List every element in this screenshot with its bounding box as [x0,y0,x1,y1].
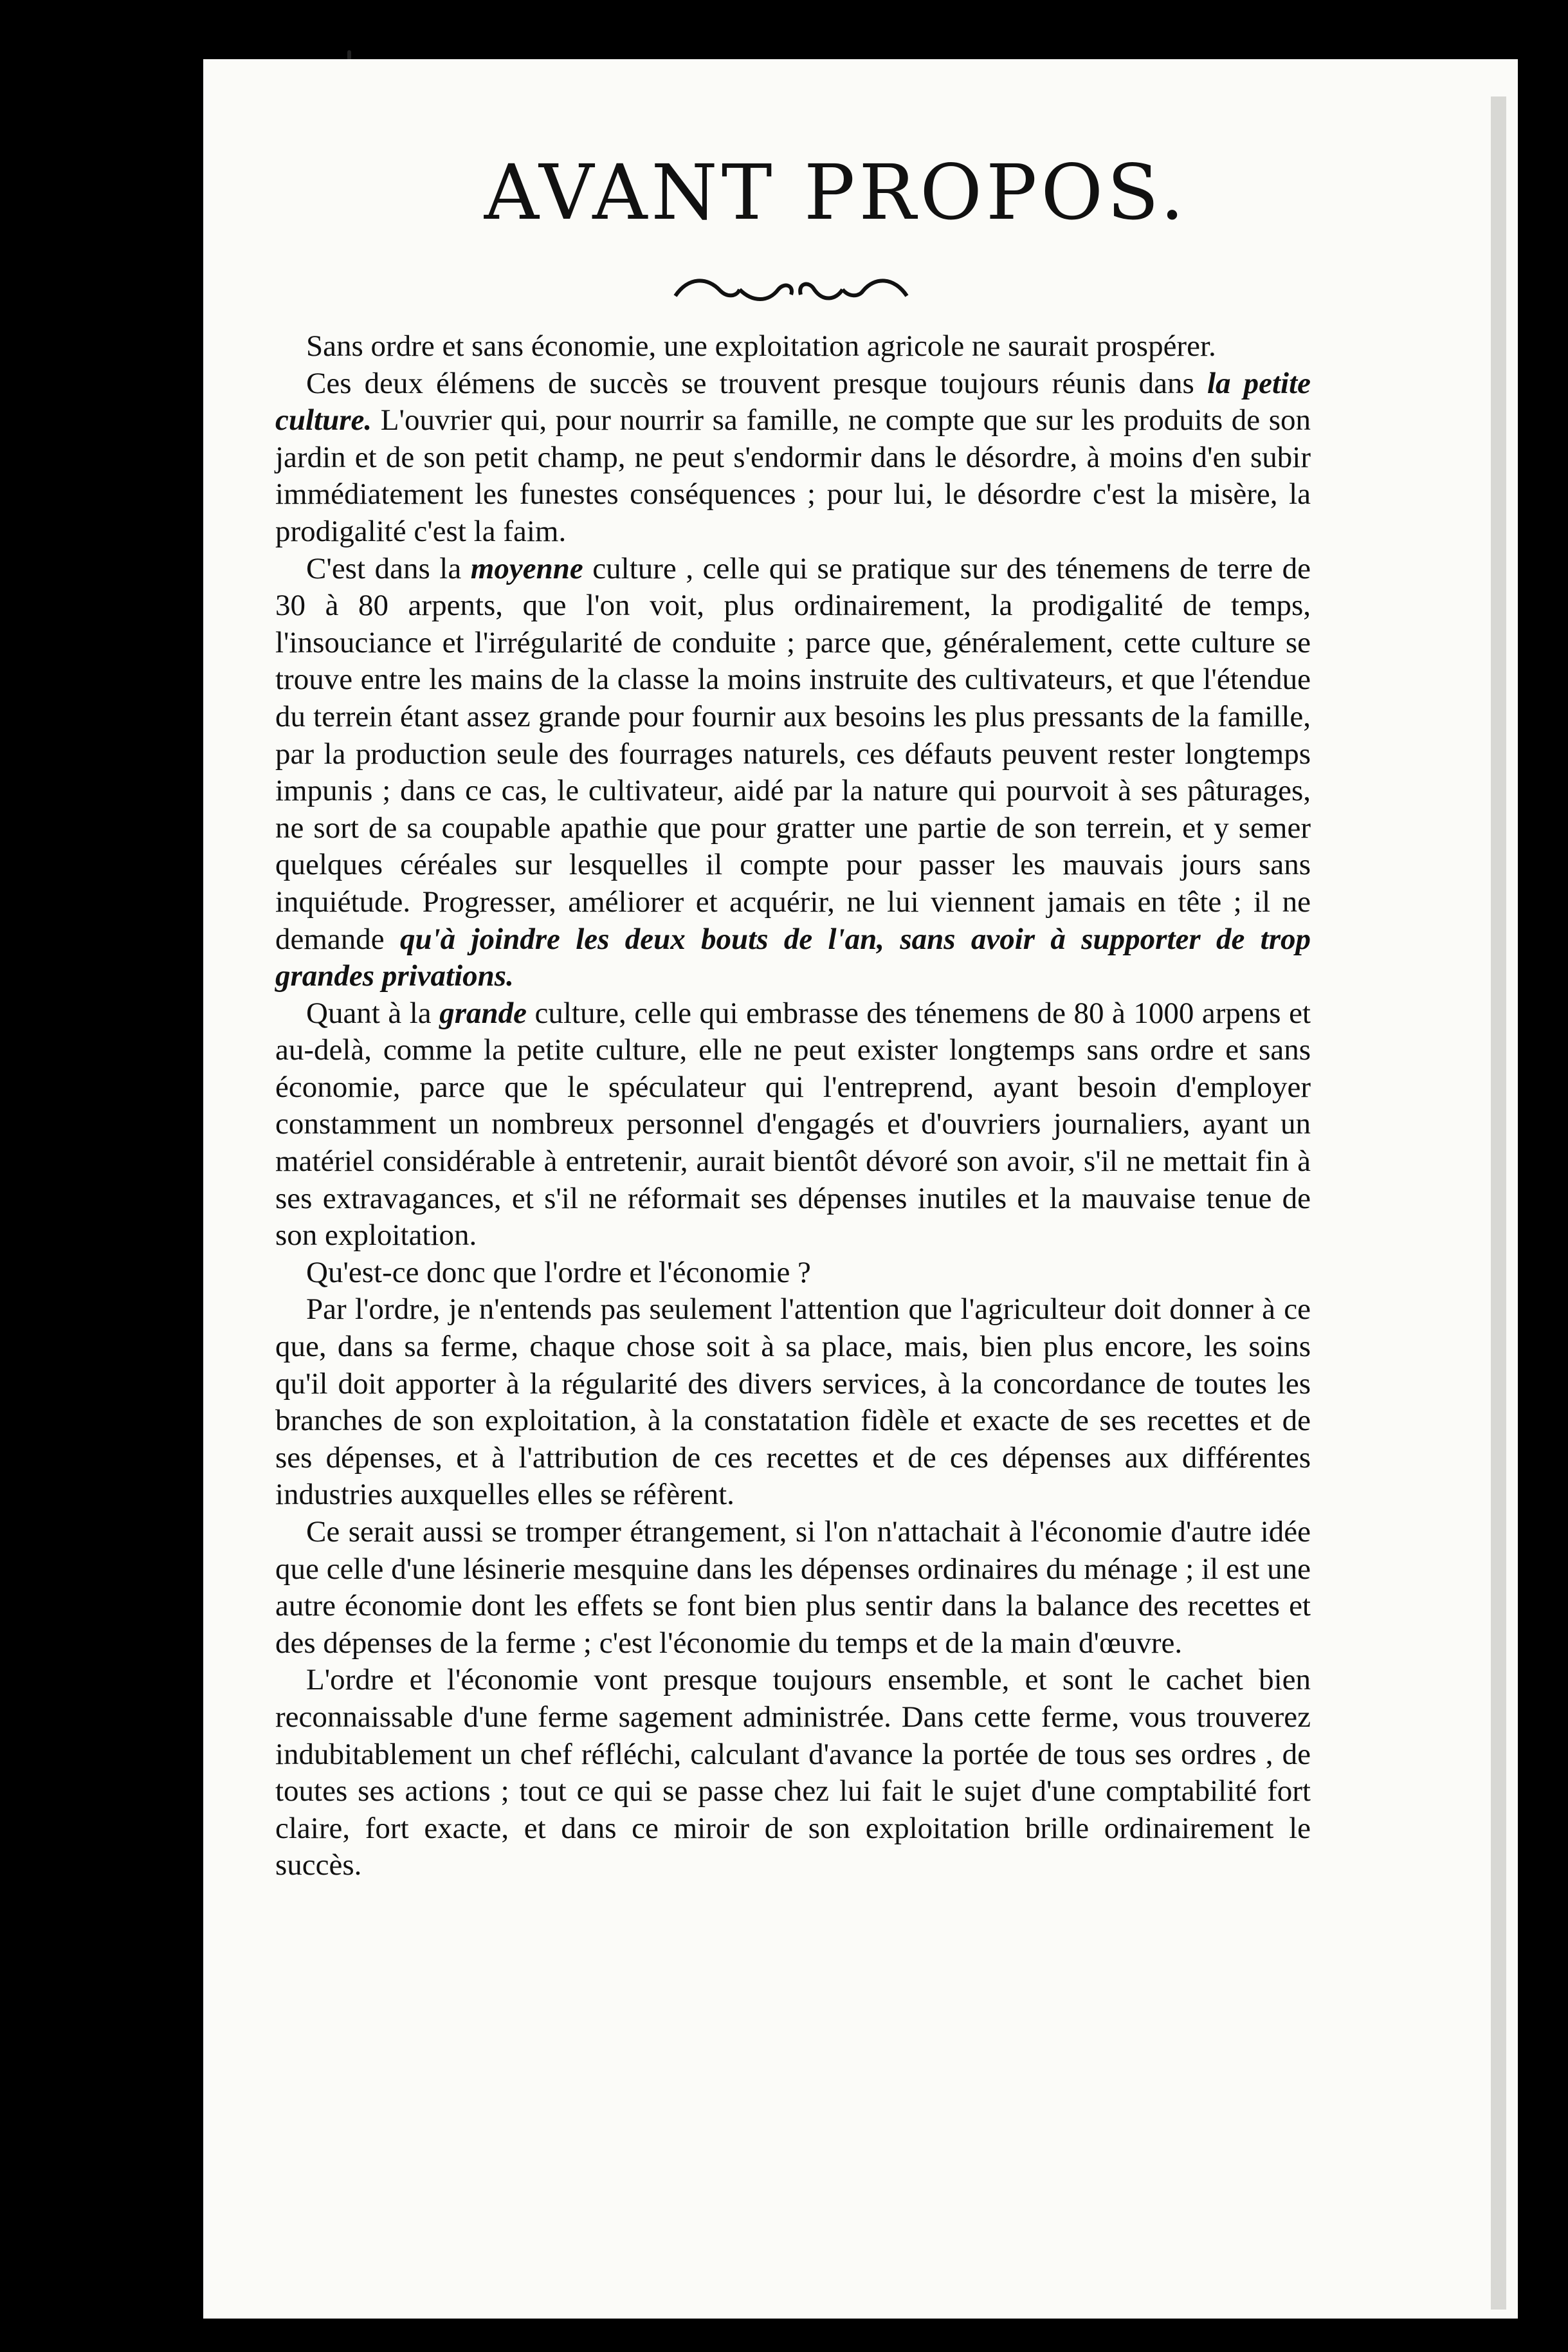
italic-text: la petite culture. [275,366,1311,437]
paragraph [275,1662,1311,1884]
paragraph-text: Par l'ordre, je n'entends pas seulement l'attention que l'agriculteur doit donner à ce que, dans sa ferme, chaque chose soit à sa place, mais, bien plus encore, les soins qu'il doit apporter à la régularité des divers services, à la concordance de toutes les branches de son exploitation, à la constatation fidèle et exacte de ses recettes et de ses dépenses, et à l'attribution de ces recettes et de ces dépenses aux différentes industries auxquelles elles se réfèrent. [275,1292,1311,1512]
italic-text: qu'à joindre les deux bouts de l'an, sans avoir à supporter de trop grandes privations. [275,922,1311,993]
paragraph [275,995,1311,1254]
page-title: AVANT PROPOS. [484,148,1189,237]
paragraph-text: Quant à la [306,996,440,1030]
paragraph-text: L'ouvrier qui, pour nourrir sa famille, ne compte que sur les produits de son jardin et de son petit champ, ne peut s'endormir dans le désordre, à moins d'en subir immédiatement les funestes conséquences ; pour lui, le désordre c'est la misère, la prodigalité c'est la faim. [275,403,1311,548]
body-text [275,328,1311,1884]
paragraph-text: C'est dans la [306,551,471,585]
italic-text: grande [439,996,527,1030]
paragraph [275,1254,1311,1292]
paragraph-text: Qu'est-ce donc que l'ordre et l'économie ? [306,1255,811,1289]
scroll-ornament-icon [662,264,920,315]
paragraph [275,328,1311,365]
paragraph-text: culture, celle qui embrasse des ténemens de 80 à 1000 arpens et au-delà, comme la petite culture, elle ne peut exister longtemps sans ordre et sans économie, parce que le spéculateur qui l'entreprend, ayant besoin d'employer constamment un nombreux personnel d'engagés et d'ouvriers journaliers, ayant un matériel considérable à entretenir, aurait bientôt dévoré son avoir, s'il ne mettait fin à ses extravagances, et s'il ne réformait ses dépenses inutiles et la mauvaise tenue de son exploitation. [275,996,1311,1253]
paragraph [275,1291,1311,1514]
paragraph [275,551,1311,995]
paragraph-text: L'ordre et l'économie vont presque toujours ensemble, et sont le cachet bien reconnaissable d'une ferme sagement administrée. Dans cette ferme, vous trouverez indubitablement un chef réfléchi, calculant d'avance la portée de tous ses ordres , de toutes ses actions ; tout ce qui se passe chez lui fait le sujet d'une comptabilité fort claire, fort exacte, et dans ce miroir de son exploitation brille ordinairement le succès. [275,1663,1311,1882]
paragraph-text: culture , celle qui se pratique sur des ténemens de terre de 30 à 80 arpents, que l'on voit, plus ordinairement, la prodigalité de temps, l'insouciance et l'irrégularité de conduite ; parce que, généralement, cette culture se trouve entre les mains de la classe la moins instruite des cultivateurs, et que l'étendue du terrein étant assez grande pour fournir aux besoins les plus pressants de la famille, par la production seule des fourrages naturels, ces défauts peuvent rester longtemps impunis ; dans ce cas, le cultivateur, aidé par la nature qui pourvoit à ses pâturages, ne sort de sa coupable apathie que pour gratter une partie de son terrein, et y semer quelques céréales sur lesquelles il compte pour passer les mauvais jours sans inquiétude. Progresser, améliorer et acquérir, ne lui viennent jamais en tête ; il ne demande [275,551,1311,956]
paragraph [275,1514,1311,1662]
paragraph-text: Ces deux élémens de succès se trouvent presque toujours réunis dans [306,366,1207,400]
paragraph-text: Ce serait aussi se tromper étrangement, si l'on n'attachait à l'économie d'autre idée que celle d'une lésinerie mesquine dans les dépenses ordinaires du ménage ; il est une autre économie dont les effets se font bien plus sentir dans la balance des recettes et des dépenses de la ferme ; c'est l'économie du temps et de la main d'œuvre. [275,1515,1311,1660]
paragraph-text: Sans ordre et sans économie, une exploitation agricole ne saurait prospérer. [306,329,1216,363]
paragraph [275,365,1311,551]
page-edge-shadow [1491,96,1506,2310]
italic-text: moyenne [470,551,583,585]
